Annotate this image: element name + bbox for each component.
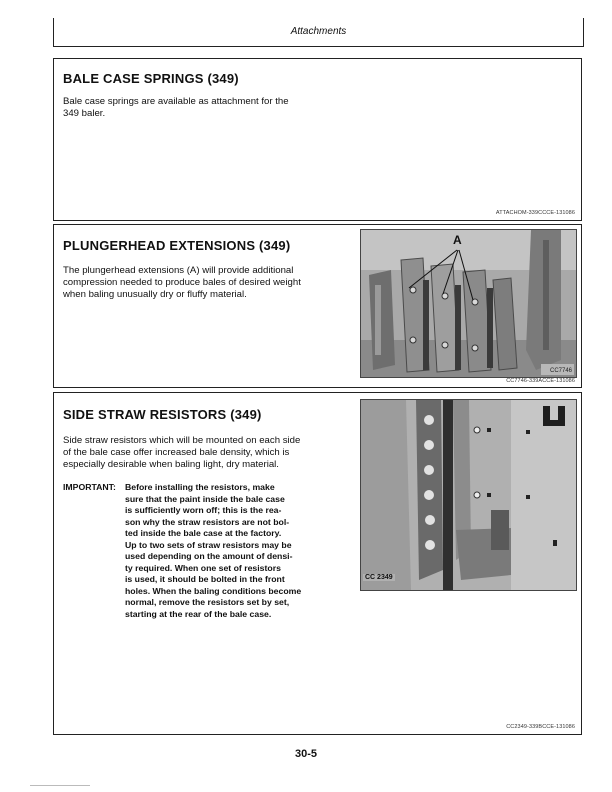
important-line: Up to two sets of straw resistors may be — [125, 539, 292, 550]
section-body — [63, 96, 289, 120]
reference-code: ATTACHOM-339CCCE-131086 — [495, 210, 575, 216]
reference-code: CC7746-339ACCE-131086 — [506, 378, 575, 384]
footer-rule — [30, 785, 90, 786]
important-line: ty required. When one set of resistors — [125, 562, 281, 573]
photo-code: CC7746 — [549, 368, 572, 374]
body-line: Side straw resistors which will be mounted on each side — [63, 435, 301, 446]
section-body — [63, 265, 301, 301]
page-header-title: Attachments — [290, 26, 347, 37]
section-title: BALE CASE SPRINGS (349) — [63, 71, 239, 86]
plungerhead-photo — [360, 229, 577, 378]
section-title: PLUNGERHEAD EXTENSIONS (349) — [63, 238, 291, 253]
page-header — [53, 18, 584, 47]
important-text — [125, 482, 301, 620]
body-line: of the bale case offer increased bale density, which is — [63, 447, 290, 458]
important-line: Before installing the resistors, make — [125, 482, 275, 492]
important-line: ted inside the bale case at the factory. — [125, 528, 282, 538]
section-bale-case-springs — [53, 58, 582, 221]
straw-resistors-photo — [360, 399, 577, 591]
body-line: Bale case springs are available as attachment for the — [63, 96, 289, 107]
important-line: starting at the rear of the bale case. — [125, 608, 272, 619]
body-line: 349 baler. — [63, 108, 106, 119]
body-line: The plungerhead extensions (A) will provide additional — [63, 265, 294, 276]
section-side-straw-resistors — [53, 392, 582, 735]
body-line: when baling unusually dry or fluffy material. — [63, 289, 247, 300]
section-title: SIDE STRAW RESISTORS (349) — [63, 407, 262, 422]
photo-code: CC 2349 — [365, 574, 393, 581]
important-line: normal, remove the resistors set by set, — [125, 597, 290, 607]
body-line: compression needed to produce bales of desired weight — [63, 277, 301, 288]
important-line: is sufficiently worn off; this is the rea- — [125, 505, 282, 515]
section-body — [63, 435, 300, 471]
page-number: 30-5 — [294, 748, 318, 760]
important-line: used depending on the amount of densi- — [125, 551, 293, 561]
important-line: is used, it should be bolted in the front — [125, 574, 285, 584]
reference-code: CC2349-339BCCE-131086 — [506, 724, 575, 730]
important-line: son why the straw resistors are not bol- — [125, 516, 290, 527]
important-label: IMPORTANT: — [63, 482, 116, 492]
callout-label-a: A — [453, 233, 462, 247]
body-line: especially desirable when baling light, dry material. — [63, 459, 279, 470]
section-plungerhead-extensions — [53, 224, 582, 388]
important-line: sure that the paint inside the bale case — [125, 493, 285, 504]
important-line: holes. When the baling conditions become — [125, 585, 302, 596]
